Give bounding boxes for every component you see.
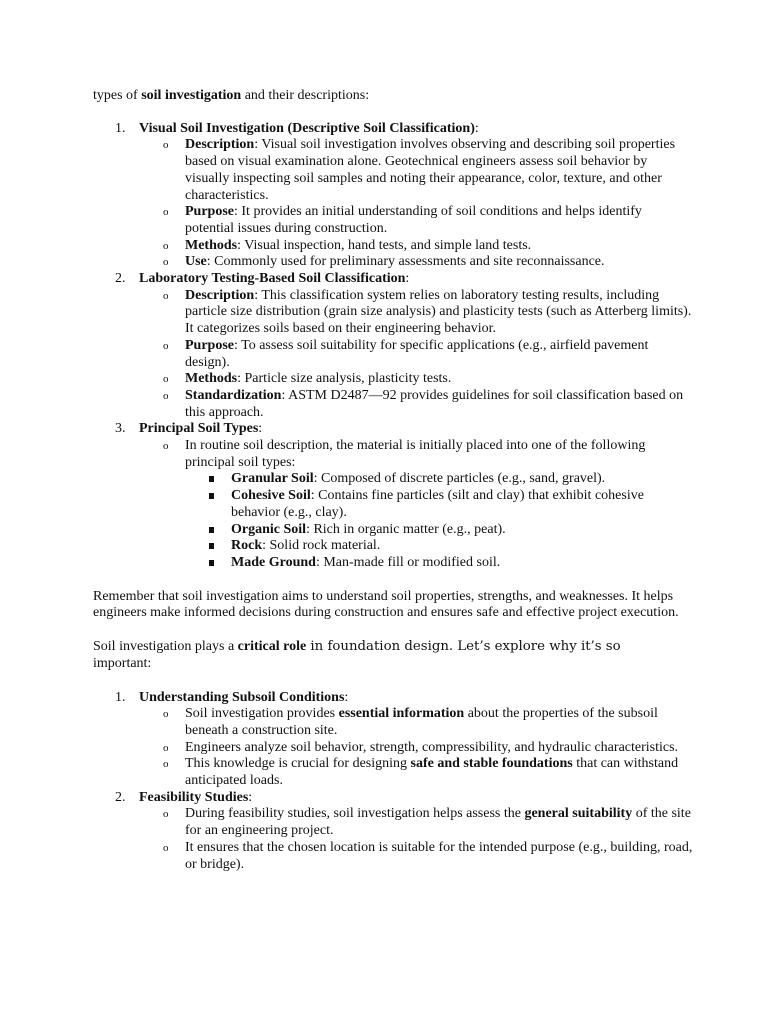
document-body: [93, 88, 693, 873]
list-item-title: Visual Soil Investigation (Descriptive Soil Classification): [139, 120, 475, 136]
sub-list-item: [139, 706, 693, 739]
circle-bullet-icon: o: [163, 256, 169, 269]
intro-bold: soil investigation: [141, 88, 242, 103]
sub-item-text: : Particle size analysis, plasticity tests.: [237, 371, 452, 387]
soil-type-label: Rock: [231, 538, 263, 554]
list-number: 2.: [115, 789, 126, 805]
list-item: [93, 121, 693, 271]
para-text-alt: in foundation design. Let’s explore why it’s so: [306, 639, 621, 655]
sub-list-item: [139, 438, 693, 572]
sub-item-label: Description: [185, 137, 255, 153]
sub-list-item: [139, 288, 693, 338]
list-item: [93, 271, 693, 421]
sub-item-text: : Commonly used for preliminary assessments and site reconnaissance.: [206, 254, 605, 270]
sub-item-text: : Visual soil investigation involves observing and describing soil properties based on visual examination alone. Geotechnical engineers assess soil behavior by visually inspecting soil samples and noting their appearance, color, texture, and other characteristics.: [185, 137, 676, 203]
sub-item-label: Methods: [185, 371, 238, 387]
square-bullet-icon: [209, 560, 214, 566]
sub-item-text: : ASTM D2487—92 provides guidelines for soil classification based on this approach.: [185, 387, 684, 420]
sub-item-bold: general suitability: [524, 806, 633, 822]
soil-types-list: [185, 471, 693, 571]
soil-type-item: [185, 555, 693, 572]
sub-item-text: In routine soil description, the material is initially placed into one of the following principal soil types:: [185, 438, 646, 470]
soil-type-label: Cohesive Soil: [231, 488, 311, 504]
circle-bullet-icon: o: [163, 440, 169, 453]
square-bullet-icon: [209, 527, 214, 533]
sub-list-item: [139, 371, 693, 388]
sub-list-item: [139, 254, 693, 271]
title-suffix: :: [405, 271, 410, 287]
circle-bullet-icon: o: [163, 741, 169, 754]
list-item-title: Understanding Subsoil Conditions: [139, 689, 345, 705]
title-suffix: :: [248, 789, 253, 805]
sub-item-text: This knowledge is crucial for designing: [185, 756, 411, 772]
circle-bullet-icon: o: [163, 758, 169, 771]
list-number: 2.: [115, 271, 126, 287]
soil-type-text: : Solid rock material.: [262, 538, 381, 554]
circle-bullet-icon: o: [163, 373, 169, 386]
square-bullet-icon: [209, 493, 214, 499]
soil-type-text: : Rich in organic matter (e.g., peat).: [306, 521, 506, 537]
soil-type-label: Granular Soil: [231, 471, 314, 487]
sub-list-item: [139, 137, 693, 204]
circle-bullet-icon: o: [163, 841, 169, 854]
sub-list-item: [139, 756, 693, 789]
soil-type-item: [185, 538, 693, 555]
title-suffix: :: [344, 689, 349, 705]
soil-type-text: : Man-made fill or modified soil.: [315, 554, 501, 570]
soil-type-label: Made Ground: [231, 554, 316, 570]
sub-item-text: : This classification system relies on laboratory testing results, including particle size distribution (grain size analysis) and plasticity tests (such as Atterberg limits). It categorizes soils based on their engineering behavior.: [185, 287, 692, 337]
soil-type-text: : Contains fine particles (silt and clay) that exhibit cohesive behavior (e.g., clay).: [231, 488, 644, 520]
sub-item-label: Use: [185, 254, 207, 270]
sub-item-label: Methods: [185, 237, 238, 253]
circle-bullet-icon: o: [163, 206, 169, 219]
sub-item-text: : To assess soil suitability for specific applications (e.g., airfield pavement design).: [185, 337, 649, 370]
intro-text: types of: [93, 88, 142, 103]
sub-list: [139, 288, 693, 422]
sub-list-item: [139, 238, 693, 255]
soil-type-item: [185, 471, 693, 488]
soil-type-text: : Composed of discrete particles (e.g., sand, gravel).: [313, 471, 606, 487]
sub-item-label: Purpose: [185, 204, 234, 220]
sub-list-item: [139, 806, 693, 839]
circle-bullet-icon: o: [163, 339, 169, 352]
sub-item-text-end: that can withstand anticipated loads.: [185, 756, 679, 789]
sub-item-text: Engineers analyze soil behavior, strength, compressibility, and hydraulic characteristics.: [185, 739, 679, 755]
para-bold: critical role: [237, 639, 307, 655]
sub-item-bold: safe and stable foundations: [410, 756, 573, 772]
sub-list: [139, 806, 693, 873]
title-suffix: :: [258, 421, 263, 437]
soil-type-item: [185, 522, 693, 539]
sub-item-text-end: of the site for an engineering project.: [185, 806, 691, 839]
circle-bullet-icon: o: [163, 139, 169, 152]
para-text: Soil investigation plays a: [93, 639, 238, 655]
intro-paragraph: [93, 88, 693, 105]
list-item: [93, 790, 693, 874]
list-number: 3.: [115, 421, 126, 437]
importance-paragraph: [93, 639, 693, 672]
sub-list: [139, 438, 693, 572]
sub-list-item: [139, 338, 693, 371]
soil-classification-list: [93, 121, 693, 572]
sub-item-text: : Visual inspection, hand tests, and simple land tests.: [237, 237, 532, 253]
list-number: 1.: [115, 689, 126, 705]
sub-list: [139, 706, 693, 790]
circle-bullet-icon: o: [163, 808, 169, 821]
para-text-end: important:: [93, 655, 152, 671]
sub-item-label: Standardization: [185, 387, 282, 403]
remember-paragraph: Remember that soil investigation aims to understand soil properties, strengths, and weaknesses. It helps engineers make informed decisions during construction and ensures safe and effective project execution.: [93, 588, 679, 621]
soil-type-item: [185, 488, 693, 521]
sub-list-item: [139, 840, 693, 873]
sub-list-item: [139, 204, 693, 237]
list-number: 1.: [115, 120, 126, 136]
circle-bullet-icon: o: [163, 289, 169, 302]
sub-item-label: Purpose: [185, 337, 234, 353]
list-item-title: Principal Soil Types: [139, 421, 259, 437]
circle-bullet-icon: o: [163, 239, 169, 252]
sub-item-text: : It provides an initial understanding of soil conditions and helps identify potential issues during construction.: [185, 204, 642, 236]
circle-bullet-icon: o: [163, 389, 169, 402]
sub-list-item: [139, 388, 693, 421]
list-item: [93, 421, 693, 571]
sub-item-text: It ensures that the chosen location is suitable for the intended purpose (e.g., building, road, or bridge).: [185, 839, 693, 872]
intro-text-end: and their descriptions:: [241, 88, 370, 103]
title-suffix: :: [474, 120, 479, 136]
list-item: [93, 690, 693, 790]
list-item-title: Feasibility Studies: [139, 789, 249, 805]
square-bullet-icon: [209, 543, 214, 549]
sub-item-text: Soil investigation provides: [185, 706, 339, 722]
circle-bullet-icon: o: [163, 708, 169, 721]
list-item-title: Laboratory Testing-Based Soil Classification: [139, 271, 406, 287]
sub-item-text: During feasibility studies, soil investigation helps assess the: [185, 806, 525, 822]
soil-type-label: Organic Soil: [231, 521, 307, 537]
importance-list: [93, 690, 693, 874]
sub-item-label: Description: [185, 287, 255, 303]
sub-item-bold: essential information: [338, 706, 465, 722]
square-bullet-icon: [209, 476, 214, 482]
sub-item-text-end: about the properties of the subsoil beneath a construction site.: [185, 706, 658, 738]
sub-list-item: [139, 740, 693, 757]
sub-list: [139, 137, 693, 271]
